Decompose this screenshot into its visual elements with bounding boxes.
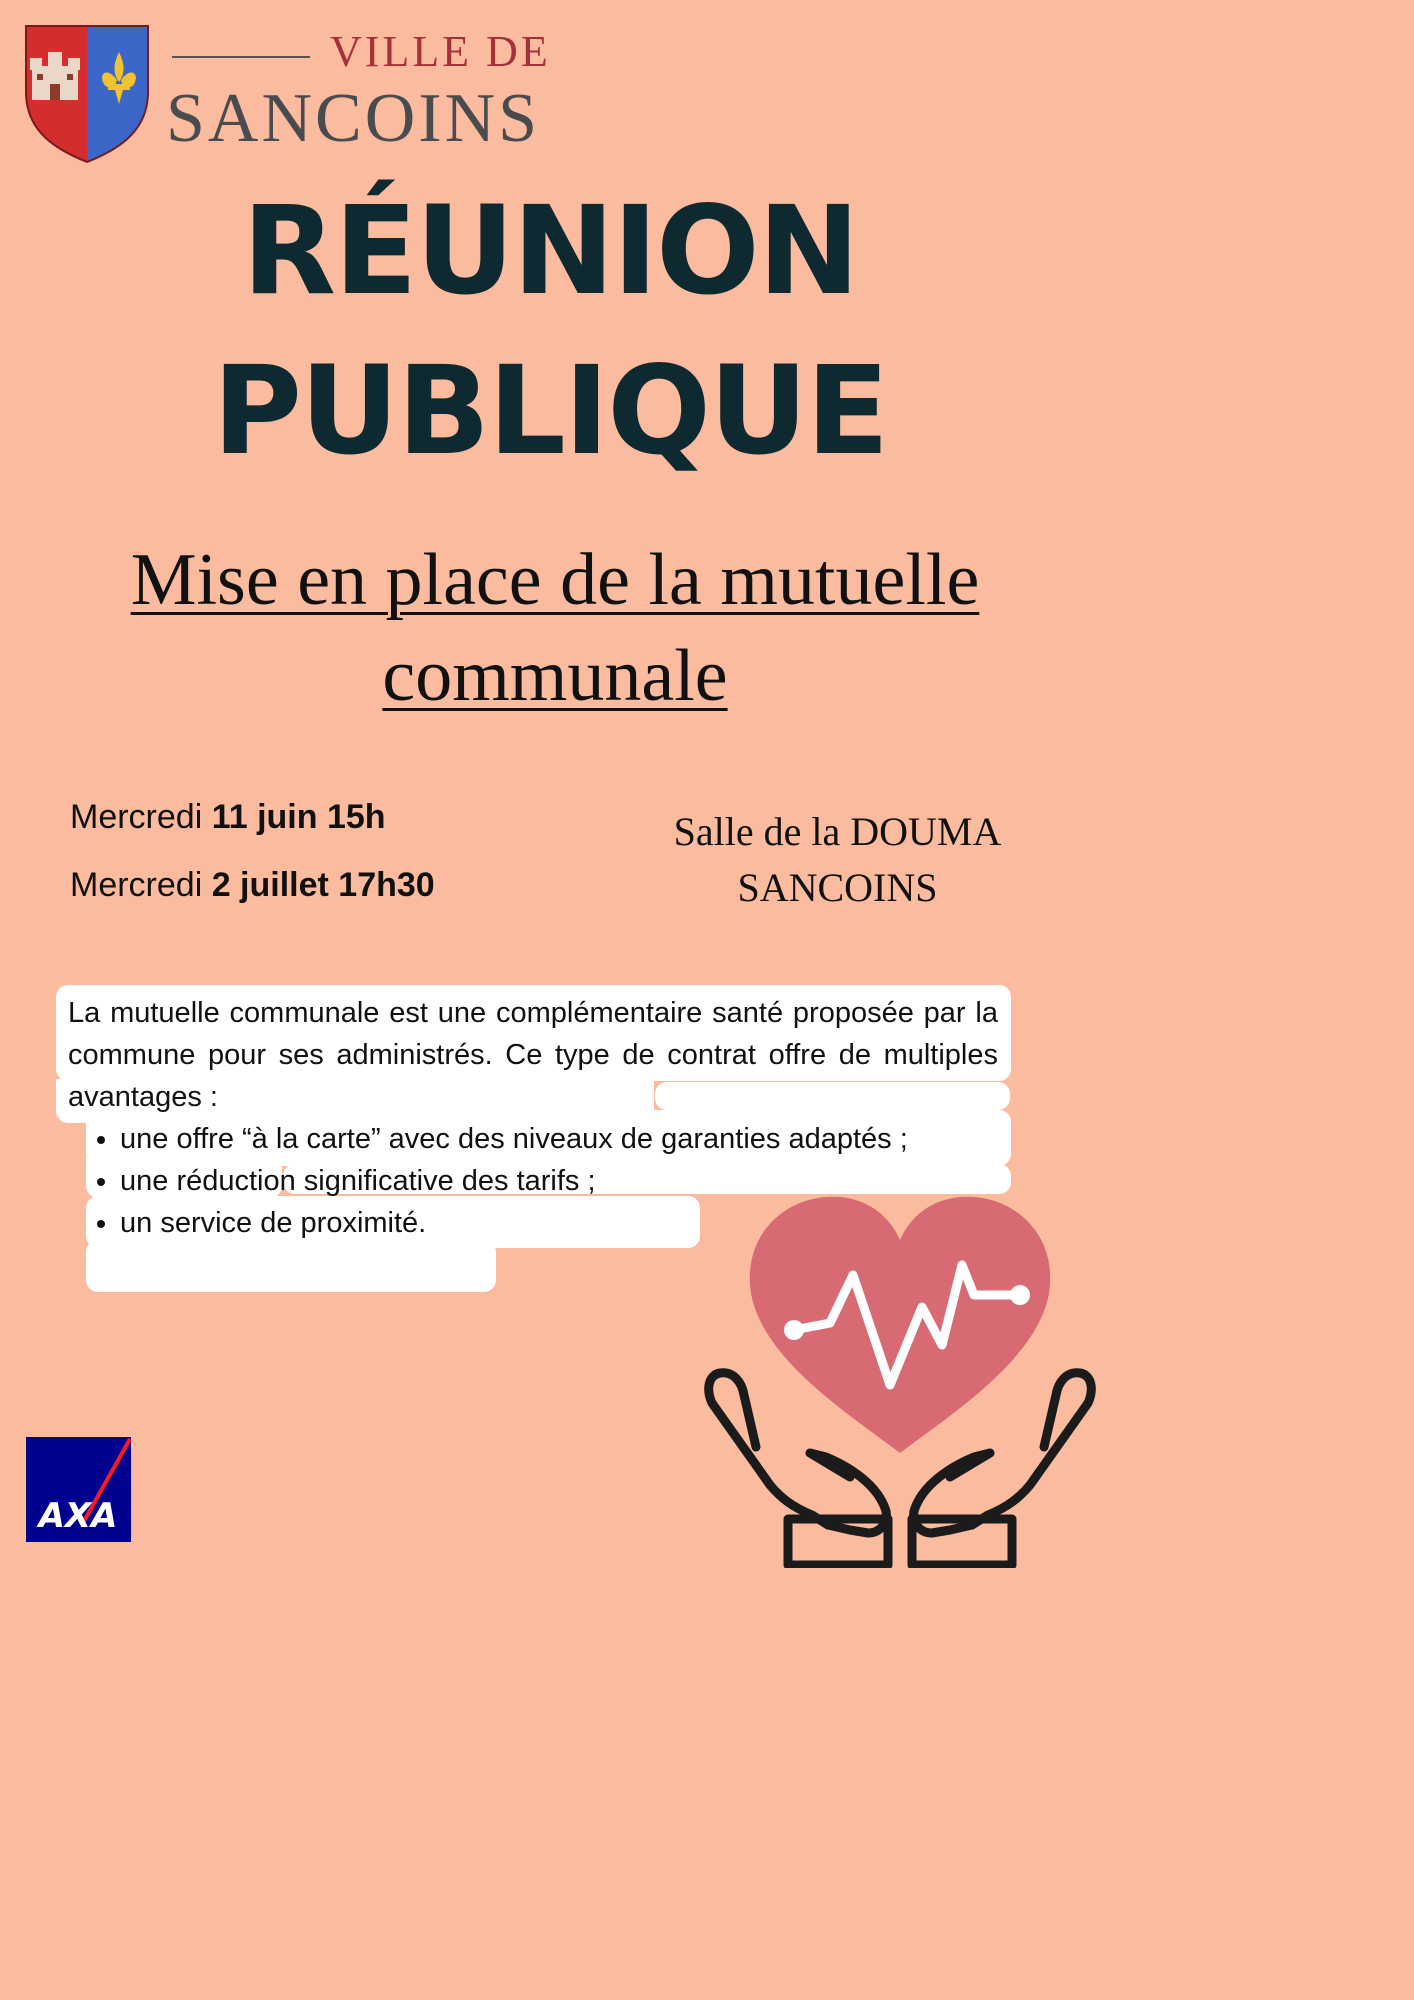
benefit-item: • une réduction significative des tarifs ; (120, 1160, 998, 1202)
subtitle (60, 532, 1050, 724)
benefit-item: • une offre “à la carte” avec des niveaux de garanties adaptés ; (120, 1118, 998, 1160)
meeting-day-2: Mercredi (70, 866, 203, 904)
meeting-date-1 (70, 800, 386, 834)
meeting-time-2: 2 juillet 17h30 (211, 866, 435, 904)
title-line-2: PUBLIQUE (212, 340, 888, 482)
axa-logo (26, 1437, 131, 1542)
meeting-day-1: Mercredi (70, 798, 203, 836)
city-name: SANCOINS (166, 80, 541, 157)
subtitle-line-1: Mise en place de la mutuelle (130, 539, 980, 621)
mutuelle-description: La mutuelle communale est une complémentaire santé proposée par la commune pour ses administrés. Ce type de contrat offre de multiples avantages : (68, 997, 998, 1113)
title-line-1: RÉUNION (242, 180, 858, 322)
benefit-item: • un service de proximité. (120, 1202, 998, 1244)
venue-hall: Salle de la DOUMA (673, 809, 1002, 854)
svg-text:AXA: AXA (38, 1496, 118, 1536)
text-highlight (86, 1240, 496, 1292)
heart-hands-icon (700, 1185, 1100, 1568)
meeting-time-1: 11 juin 15h (211, 798, 386, 836)
venue-town: SANCOINS (737, 865, 938, 910)
venue (640, 804, 1035, 916)
coat-of-arms-logo (22, 22, 152, 164)
ville-de-label: VILLE DE (330, 27, 551, 76)
subtitle-line-2: communale (382, 635, 728, 717)
meeting-date-2 (70, 868, 435, 902)
header-divider (172, 56, 310, 58)
